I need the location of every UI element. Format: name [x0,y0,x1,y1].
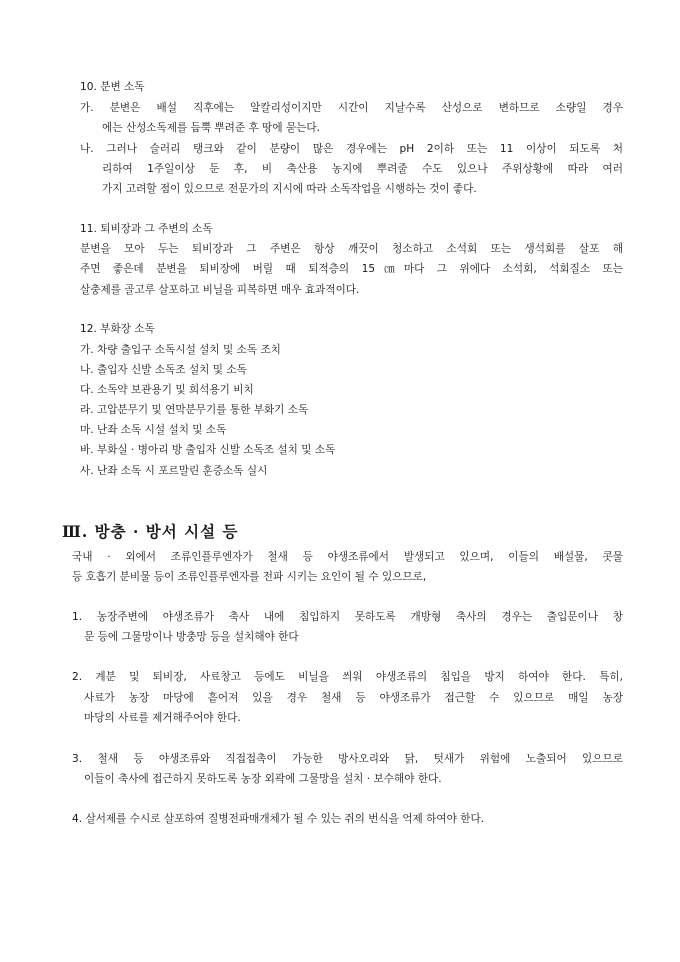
section-3-intro-line: 국내 · 외에서 조류인플루엔자가 철새 등 야생조류에서 발생되고 있으며, 이들의 배설물, 콧물 [72,551,623,563]
section-11-line: 주면 좋은데 분변을 퇴비장에 버릴 때 퇴적층의 15㎝마다 그 위에다 소석회, 석회질소 또는 [80,263,623,275]
section-3-item-4-line: 4. 살서제를 수시로 살포하여 질병전파매개체가 될 수 있는 쥐의 번식을 억제 하여야 한다. [72,813,485,825]
section-12-item: 나. 출입자 신발 소독조 설치 및 소독 [80,364,247,376]
section-10-ga-line: 가. 분변은 배설 직후에는 알칼리성이지만 시간이 지날수록 산성으로 변하므로 소량일 경우 [80,102,623,114]
section-11-line: 살충제를 골고루 살포하고 비닐을 피복하면 매우 효과적이다. [80,284,360,296]
section-3-item-2-line: 사료가 농장 마당에 흩어져 있을 경우 철새 등 야생조류가 접근할 수 있으므로 매일 농장 [84,692,623,704]
section-3-item-2-line: 마당의 사료를 제거해주어야 한다. [84,712,241,724]
section-11-heading: 11. 퇴비장과 그 주변의 소독 [80,223,213,235]
section-10-na-line: 가지 고려할 점이 있으므로 전문가의 지시에 따라 소독작업을 시행하는 것이 좋다. [102,183,477,195]
section-3-item-1-line: 문 등에 그물망이나 방충망 등을 설치해야 한다 [84,631,299,643]
section-12-item: 가. 차량 출입구 소독시설 설치 및 소독 조치 [80,344,281,356]
section-12-item: 바. 부화실 · 병아리 방 출입자 신발 소독조 설치 및 소독 [80,444,336,456]
section-12-item: 라. 고압분무기 및 연막분무기를 통한 부화기 소독 [80,404,309,416]
section-3-title: Ⅲ. 방충 · 방서 시설 등 [62,522,239,541]
section-3-item-2-line: 2. 계분 및 퇴비장, 사료창고 등에도 비닐을 씌워 야생조류의 침입을 방지 하여야 한다. 특히, [72,671,623,683]
section-3-item-1-line: 1. 농장주변에 야생조류가 축사 내에 침입하지 못하도록 개방형 축사의 경우는 출입문이나 창 [72,611,623,623]
section-11-line: 분변을 모아 두는 퇴비장과 그 주변은 항상 깨끗이 청소하고 소석회 또는 생석회를 살포 해 [80,243,623,255]
section-10-ga-line: 에는 산성소독제를 듬뿍 뿌려준 후 땅에 묻는다. [102,122,321,134]
section-10-heading: 10. 분변 소독 [80,81,145,93]
section-3-intro-line: 등 호흡기 분비물 등이 조류인플루엔자를 전파 시키는 요인이 될 수 있으므로, [72,571,427,583]
section-12-heading: 12. 부화장 소독 [80,323,155,335]
section-10-na-line: 나. 그러나 슬러리 탱크와 같이 분량이 많은 경우에는 pH 2이하 또는 11 이상이 되도록 처 [80,143,623,155]
section-12-item: 사. 난좌 소독 시 포르말린 훈증소독 실시 [80,465,268,477]
section-3-item-3-line: 이들이 축사에 접근하지 못하도록 농장 외곽에 그물망을 설치 · 보수해야 한다. [84,773,442,785]
section-10-na-line: 리하여 1주일이상 둔 후, 비 축산용 농지에 뿌려줄 수도 있으나 주위상황에 따라 여러 [102,163,623,175]
section-12-item: 다. 소독약 보관용기 및 희석용기 비치 [80,384,254,396]
section-12-item: 마. 난좌 소독 시설 설치 및 소독 [80,424,227,436]
section-3-item-3-line: 3. 철새 등 야생조류와 직접접촉이 가능한 방사오리와 닭, 텃새가 위험에 노출되어 있으므로 [72,753,623,765]
